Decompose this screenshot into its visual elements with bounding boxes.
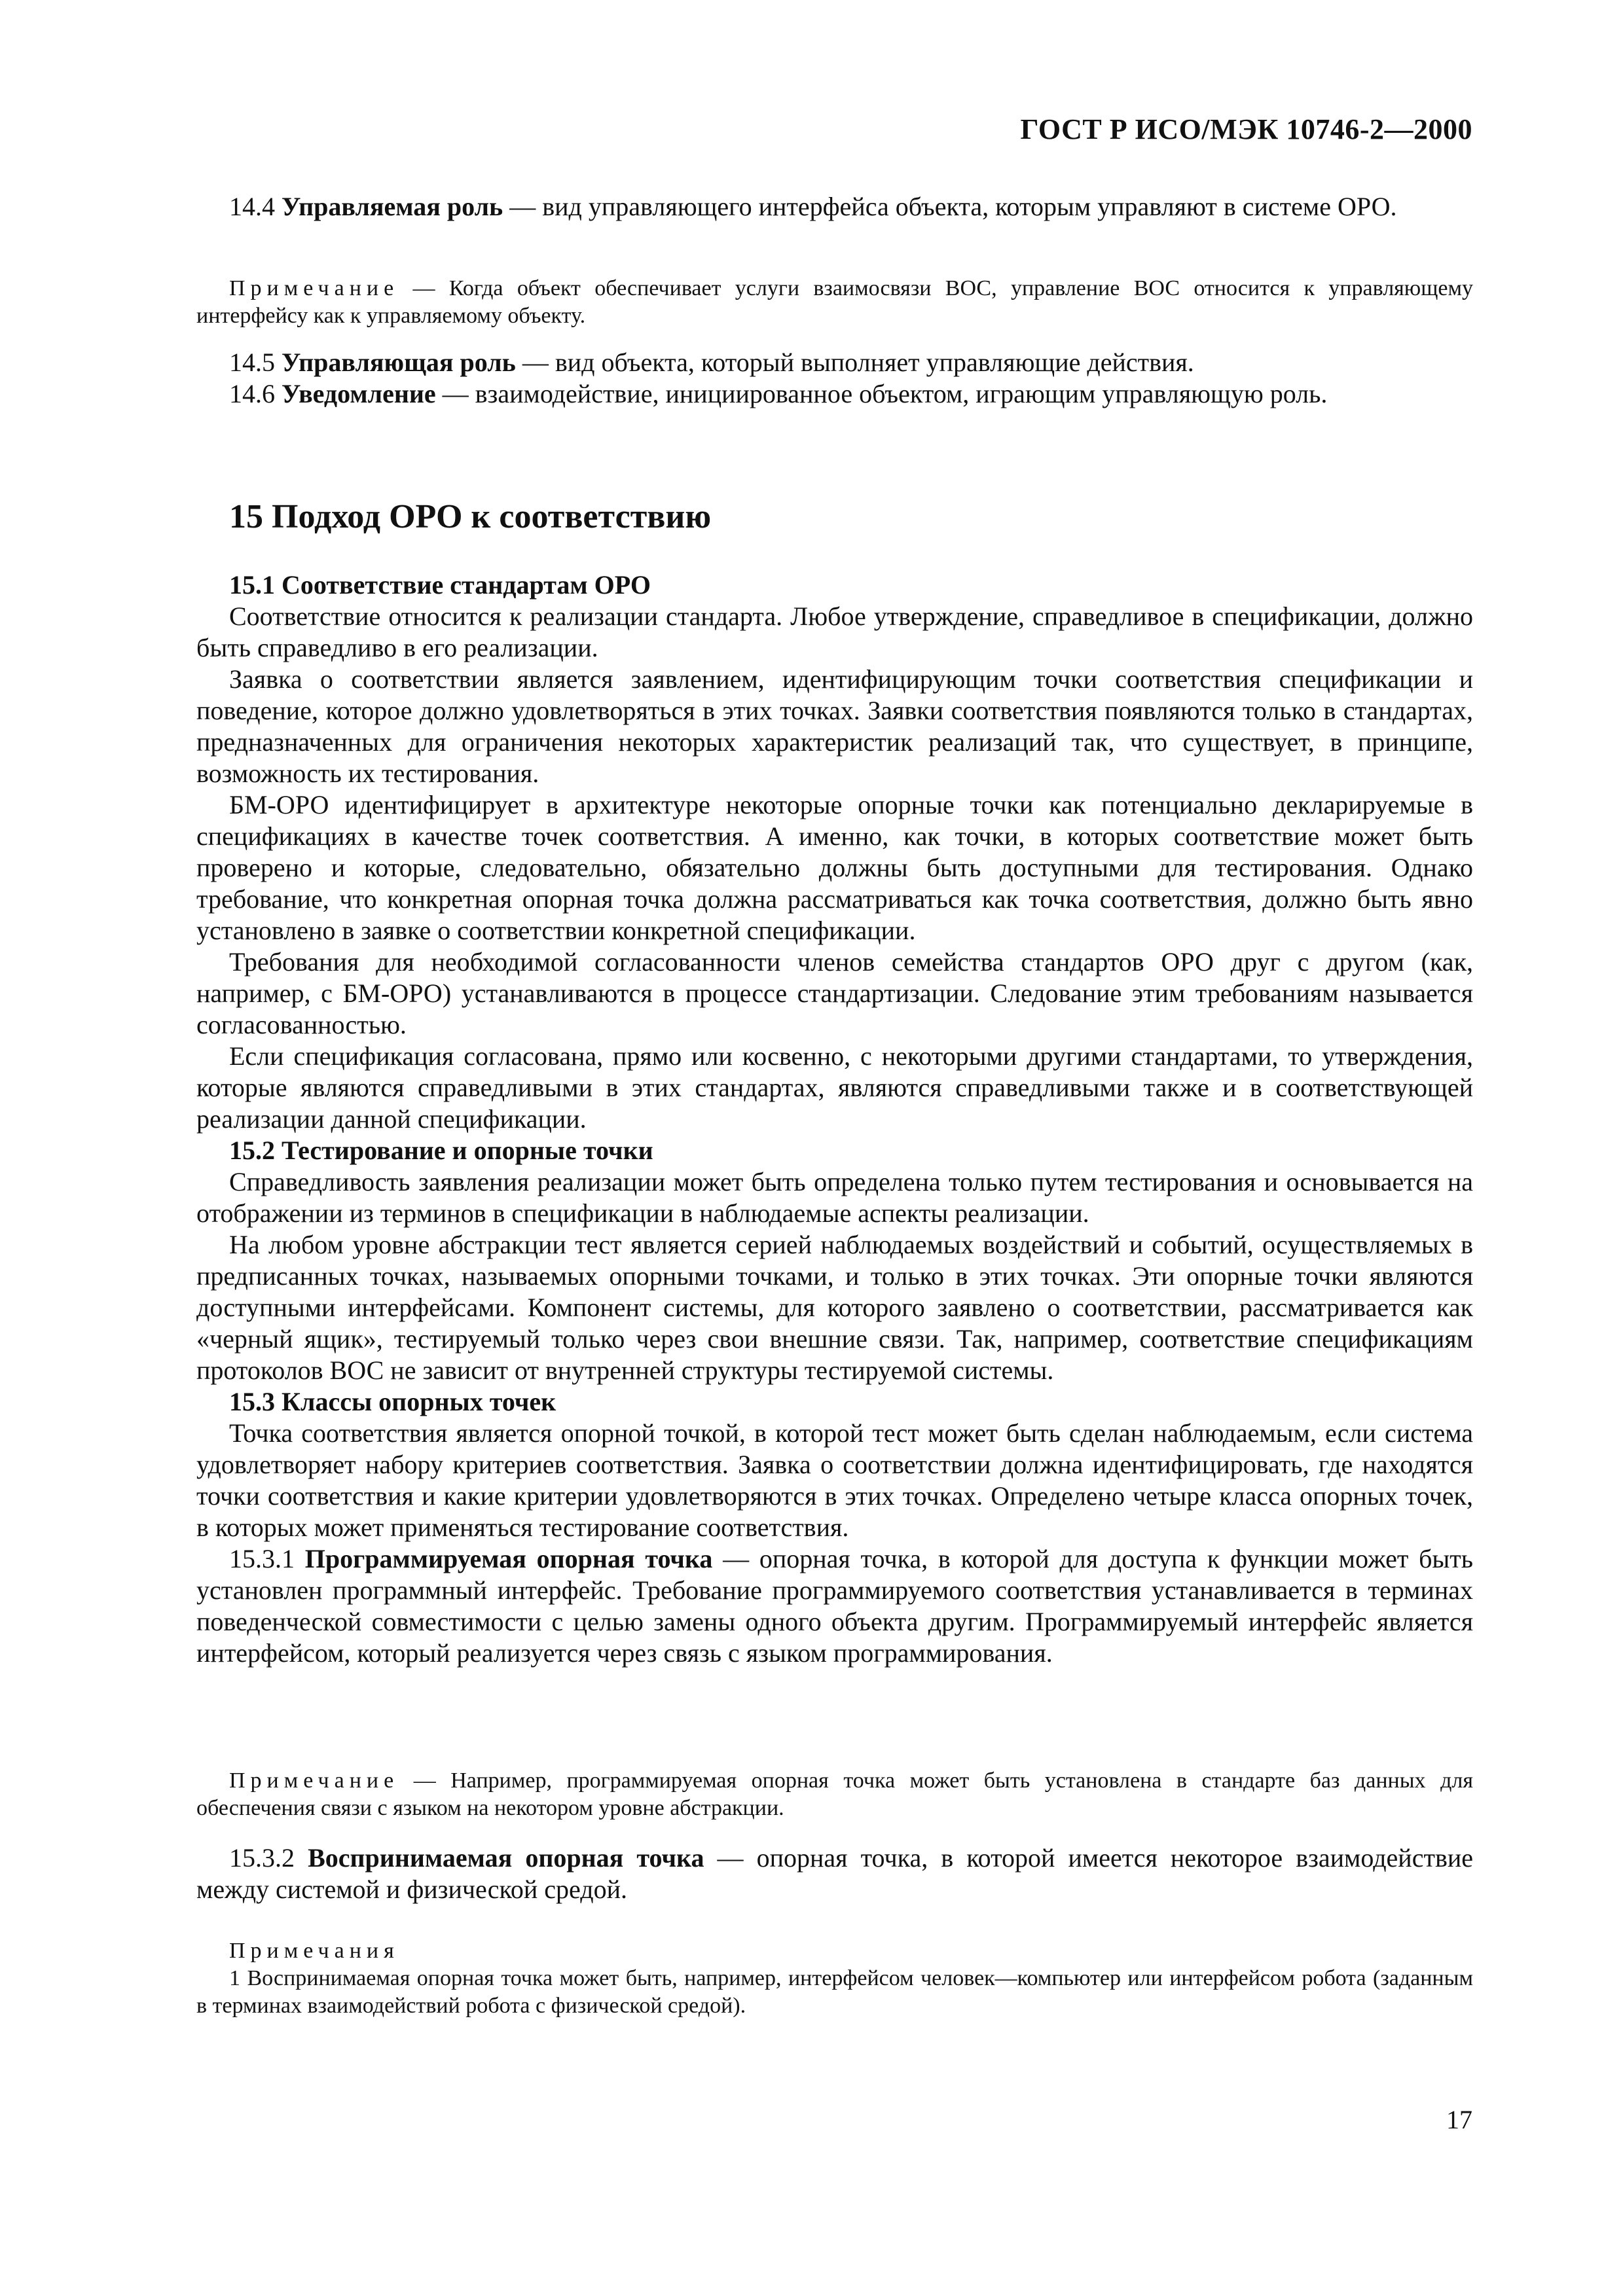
paragraph: Соответствие относится к реализации стандарта. Любое утверждение, справедливое в спецификации, должно быть справедливо в его реализации. <box>196 601 1473 662</box>
term: Управляющая роль <box>282 348 516 377</box>
term: Воспринимаемая опорная точка <box>308 1843 704 1873</box>
notes-label: Примечания <box>229 1939 399 1963</box>
note-label: Примечание <box>229 276 399 300</box>
subsection-heading-15-3: 15.3 Классы опорных точек <box>229 1387 556 1416</box>
paragraph: Справедливость заявления реализации может быть определена только путем тестирования и основывается на отображении из терминов в спецификации в наблюдаемые аспекты реализации. <box>196 1167 1473 1228</box>
clause-14-5 <box>196 347 1473 378</box>
definition: — опорная точка, в которой для доступа к функции может быть установлен программный интерфейс. Требование программируемого соответствия устанавливается в терминах поведенческой совместимости с целью замены одного объекта другим. Программируемый интерфейс является интерфейсом, который реализуется через связь с языком программирования. <box>196 1544 1474 1668</box>
note-14-4 <box>196 275 1473 330</box>
clauses-14-5-14-6 <box>196 347 1473 410</box>
definition: — вид объекта, который выполняет управляющие действия. <box>515 348 1194 377</box>
clause-15-3-2 <box>196 1842 1473 1905</box>
note-15-3-1 <box>196 1767 1473 1822</box>
term: Программируемая опорная точка <box>304 1544 713 1573</box>
definition: — вид управляющего интерфейса объекта, которым управляют в системе ОРО. <box>503 192 1397 221</box>
paragraph: Требования для необходимой согласованности членов семейства стандартов ОРО друг с другом (как, например, с БМ-ОРО) устанавливаются в процессе стандартизации. Следование этим требованиям называется согласованностью. <box>196 947 1473 1039</box>
clause-number: 14.6 <box>229 379 275 408</box>
notes-15-3-2 <box>196 1937 1473 2020</box>
section-15-body <box>196 569 1473 1669</box>
term: Управляемая роль <box>282 192 503 221</box>
clause-14-4 <box>196 191 1473 223</box>
clause-15-3-1 <box>196 1543 1473 1669</box>
note-label: Примечание <box>229 1768 399 1793</box>
page-number: 17 <box>1446 2105 1472 2134</box>
document-header: ГОСТ Р ИСО/МЭК 10746-2—2000 <box>1020 113 1472 145</box>
clause-number: 15.3.1 <box>229 1544 295 1573</box>
subsection-heading-15-2: 15.2 Тестирование и опорные точки <box>229 1136 653 1165</box>
note-text: — Когда объект обеспечивает услуги взаимосвязи ВОС, управление ВОС относится к управляющему интерфейсу как к управляемому объекту. <box>196 276 1473 328</box>
paragraph: На любом уровне абстракции тест является серией наблюдаемых воздействий и событий, осуществляемых в предписанных точках, называемых опорными точками, и только в этих точках. Эти опорные точки являются доступными интерфейсами. Компонент системы, для которого заявлено о соответствии, рассматривается как «черный ящик», тестируемый только через свои внешние связи. Так, например, соответствие спецификациям протоколов ВОС не зависит от внутренней структуры тестируемой системы. <box>196 1230 1473 1385</box>
clause-number: 14.4 <box>229 192 275 221</box>
paragraph: БМ-ОРО идентифицирует в архитектуре некоторые опорные точки как потенциально декларируемые в спецификациях в качестве точек соответствия. А именно, как точки, в которых соответствие может быть проверено и которые, следовательно, обязательно должны быть доступными для тестирования. Однако требование, что конкретная опорная точка должна рассматриваться как точка соответствия, должно быть явно установлено в заявке о соответствии конкретной спецификации. <box>196 790 1473 945</box>
paragraph: Точка соответствия является опорной точкой, в которой тест может быть сделан наблюдаемым, если система удовлетворяет набору критериев соответствия. Заявка о соответствии должна идентифицировать, где находятся точки соответствия и какие критерии удовлетворяются в этих точках. Определено четыре класса опорных точек, в которых может применяться тестирование соответствия. <box>196 1418 1473 1542</box>
clause-number: 14.5 <box>229 348 275 377</box>
clause-14-6 <box>196 378 1473 410</box>
subsection-heading-15-1: 15.1 Соответствие стандартам ОРО <box>229 570 651 600</box>
term: Уведомление <box>282 379 436 408</box>
note-item-1: 1 Воспринимаемая опорная точка может быть, например, интерфейсом человек—компьютер или интерфейсом робота (заданным в терминах взаимодействий робота с физической средой). <box>196 1966 1473 2018</box>
note-text: — Например, программируемая опорная точка может быть установлена в стандарте баз данных для обеспечения связи с языком на некотором уровне абстракции. <box>196 1768 1473 1820</box>
paragraph: Заявка о соответствии является заявлением, идентифицирующим точки соответствия спецификации и поведение, которое должно удовлетворяться в этих точках. Заявки соответствия появляются только в стандартах, предназначенных для ограничения некоторых характеристик реализаций так, что существует, в принципе, возможность их тестирования. <box>196 664 1473 788</box>
section-15 <box>196 497 1473 537</box>
paragraph: Если спецификация согласована, прямо или косвенно, с некоторыми другими стандартами, то утверждения, которые являются справедливыми в этих стандартах, являются справедливыми также и в соответствующей реализации данной спецификации. <box>196 1041 1473 1134</box>
clause-number: 15.3.2 <box>229 1843 295 1873</box>
section-title: 15 Подход ОРО к соответствию <box>229 498 712 535</box>
definition: — опорная точка, в которой имеется некоторое взаимодействие между системой и физической средой. <box>196 1843 1473 1904</box>
definition: — взаимодействие, инициированное объектом, играющим управляющую роль. <box>435 379 1328 408</box>
